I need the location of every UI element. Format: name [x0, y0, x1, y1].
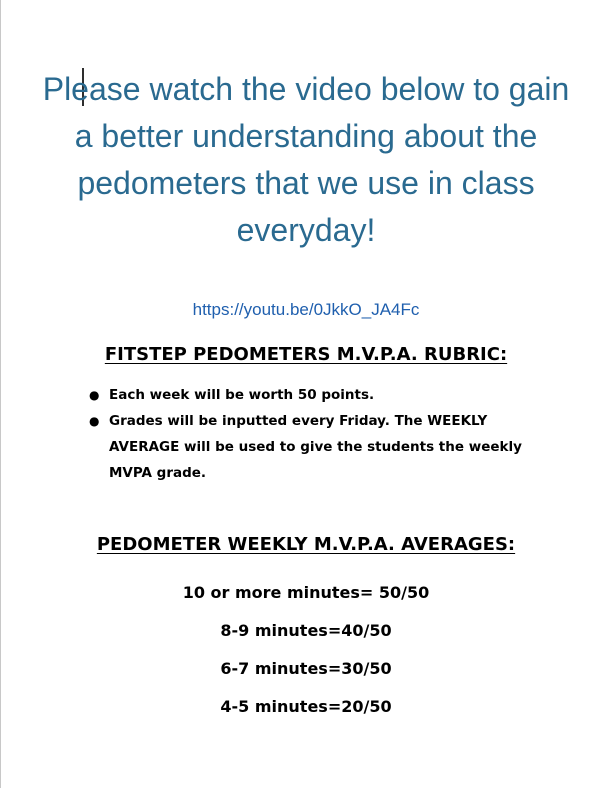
- rubric-title-text: FITSTEP PEDOMETERS M.V.P.A. RUBRIC:: [104, 344, 508, 365]
- average-row: 8-9 minutes=40/50: [220, 621, 392, 640]
- averages-title-text: PEDOMETER WEEKLY M.V.P.A. AVERAGES:: [96, 534, 516, 555]
- bullet-icon: ●: [89, 388, 100, 402]
- rubric-item-text: Grades will be inputted every Friday. The WEEKLY AVERAGE will be used to give the students the weekly MVPA grade.: [109, 413, 522, 481]
- rubric-item-text: Each week will be worth 50 points.: [109, 387, 375, 403]
- rubric-list: [89, 382, 539, 486]
- averages-title: [0, 533, 612, 557]
- video-link[interactable]: https://youtu.be/0JkkO_JA4Fc: [192, 300, 420, 319]
- average-row: 4-5 minutes=20/50: [220, 697, 392, 716]
- rubric-item: [89, 408, 539, 486]
- averages-list: [0, 574, 612, 726]
- average-row: 10 or more minutes= 50/50: [182, 583, 430, 602]
- page-heading: Please watch the video below to gain a better understanding about the pedometers that we use in class everyday!: [42, 71, 570, 248]
- rubric-title: [0, 343, 612, 367]
- average-row: 6-7 minutes=30/50: [220, 659, 392, 678]
- bullet-icon: ●: [89, 414, 100, 428]
- rubric-item: [89, 382, 539, 408]
